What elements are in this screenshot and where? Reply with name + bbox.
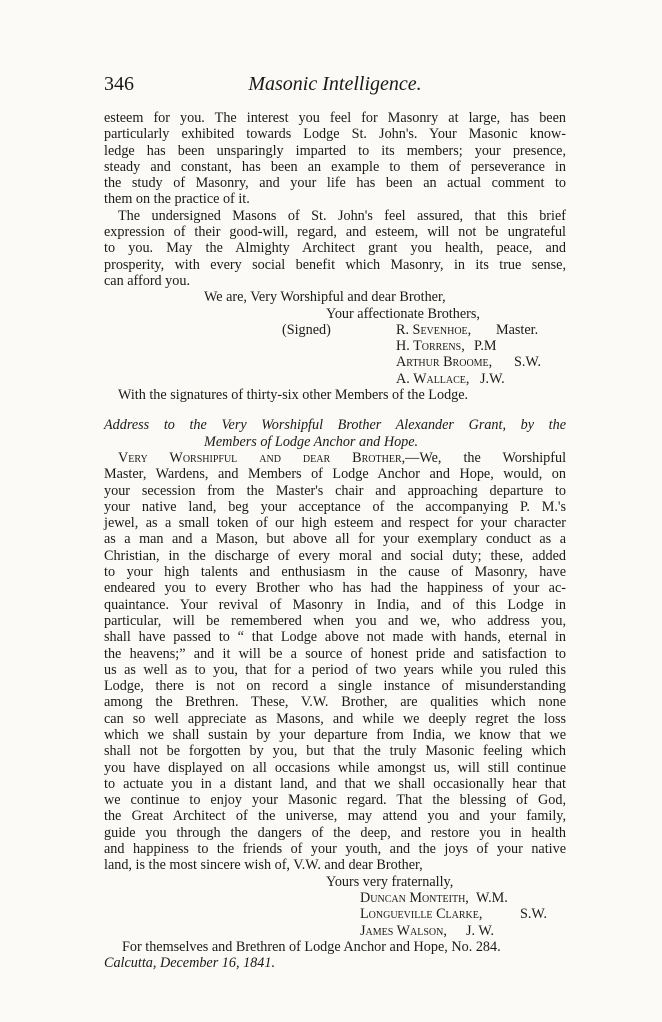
signature-line	[104, 923, 566, 939]
signatory-name: A. Wallace,	[396, 370, 470, 387]
paragraph-undersigned	[104, 208, 566, 289]
text-line: as a man and a Mason, but above all for your exemplary conduct as a	[104, 531, 566, 548]
signatory-role: Master.	[496, 321, 539, 338]
text-line: them on the practice of it.	[104, 191, 250, 208]
page-number: 346	[104, 73, 134, 95]
text-line: esteem for you. The interest you feel for Masonry at large, has been	[104, 110, 566, 126]
page-body	[104, 110, 566, 971]
text-line: which we shall sustain by your departure from India, we know that we	[104, 726, 566, 743]
signatory-name: Duncan Monteith,	[360, 889, 469, 906]
paragraph-esteem	[104, 110, 566, 208]
text-line: we continue to enjoy your Masonic regard. That the blessing of God,	[104, 792, 566, 809]
signatory-name: Longueville Clarke,	[360, 906, 483, 923]
text-line: the heavens;” and it will be a source of honest pride and satisfaction to	[104, 645, 566, 662]
text-line: shall not be forgotten by you, but that the truly Masonic feeling which	[104, 743, 566, 760]
lodge-line: For themselves and Brethren of Lodge Anchor and Hope, No. 284.	[122, 938, 501, 955]
address-heading	[104, 417, 566, 450]
text-line: particularly exhibited towards Lodge St. John's. Your Masonic know-	[104, 126, 566, 143]
closing-block-anchor-and-hope	[104, 874, 566, 972]
text-line: land, is the most sincere wish of, V.W. and dear Brother,	[104, 857, 423, 874]
closing-block-st-johns	[104, 289, 566, 403]
text-line: endeared you to every Brother who has had the happiness of your ac-	[104, 580, 566, 597]
signatory-role: J. W.	[466, 922, 494, 939]
text-line	[104, 450, 566, 466]
heading-line: Members of Lodge Anchor and Hope.	[204, 433, 419, 450]
paragraph-address	[104, 450, 566, 874]
text-line: can so well appreciate as Masons, and while we deeply regret the loss	[104, 710, 566, 727]
text-line: your native land, beg your acceptance of the accompanying P. M.'s	[104, 498, 566, 515]
signature-line	[104, 890, 566, 906]
signatory-name: Arthur Broome,	[396, 354, 493, 371]
text-line: the Great Architect of the universe, may attend you and your family,	[104, 808, 566, 825]
signatory-name: James Walson,	[360, 922, 447, 939]
signatory-name: H. Torrens,	[396, 338, 465, 355]
text-line: your secession from the Master's chair and approaching departure to	[104, 482, 566, 499]
text-line: Christian, in the discharge of every moral and social duty; these, added	[104, 547, 566, 564]
signatory-role: S.W.	[520, 906, 548, 923]
signed-label: (Signed)	[282, 321, 331, 338]
text-line: Lodge, there is not on record a single instance of misunderstanding	[104, 678, 566, 695]
signatory-role: W.M.	[476, 889, 508, 906]
text-line: prosperity, with every social benefit which Masonry, in its true sense,	[104, 256, 566, 273]
signature-line	[104, 371, 566, 387]
text-line: to actuate you in a distant land, and that we shall occasionally hear that	[104, 775, 566, 792]
signature-line	[104, 354, 566, 370]
text-line: the study of Masonry, and your life has been an actual comment to	[104, 175, 566, 192]
signatory-role: J.W.	[480, 370, 505, 387]
text-line: to you. May the Almighty Architect grant you health, peace, and	[104, 240, 566, 257]
signatures-note: With the signatures of thirty-six other Members of the Lodge.	[118, 387, 469, 404]
closing-line: We are, Very Worshipful and dear Brother,	[204, 289, 446, 306]
text-line: you have displayed on all occasions while amongst us, will still continue	[104, 759, 566, 776]
closing-line: Your affectionate Brothers,	[326, 305, 480, 322]
closing-line: Yours very fraternally,	[326, 873, 454, 890]
signatory-name: R. Sevenhoe,	[396, 321, 472, 338]
text-line: quaintance. Your revival of Masonry in India, and of this Lodge in	[104, 596, 566, 613]
running-title: Masonic Intelligence.	[248, 73, 422, 95]
signature-line	[104, 338, 566, 354]
text-line: guide you through the dangers of the deep, and restore you in health	[104, 824, 566, 841]
salutation: Very Worshipful and dear Brother,	[118, 449, 406, 466]
text-line: particular, will be remembered when you and we, who address you,	[104, 612, 566, 629]
text-line: among the Brethren. These, V.W. Brother, are qualities which none	[104, 694, 566, 711]
text-line: shall have passed to “ that Lodge above not made with hands, eternal in	[104, 629, 566, 646]
text-line: steady and constant, has been an example to them of perseverance in	[104, 158, 566, 175]
signature-line	[104, 322, 566, 338]
text-line: The undersigned Masons of St. John's feel assured, that this brief	[118, 207, 566, 224]
heading-line: Address to the Very Worshipful Brother Alexander Grant, by the	[104, 417, 566, 434]
text-line-rest: —We, the Worshipful	[405, 449, 567, 466]
page-header	[104, 73, 566, 99]
signatory-role: P.M	[474, 338, 497, 355]
signature-line	[104, 906, 566, 922]
section-gap	[104, 403, 566, 417]
text-line: and happiness to the friends of your youth, and the joys of your native	[104, 841, 566, 858]
signatory-role: S.W.	[514, 354, 542, 371]
text-line: Master, Wardens, and Members of Lodge Anchor and Hope, would, on	[104, 466, 566, 483]
text-line: can afford you.	[104, 272, 191, 289]
text-line: us as well as to you, that for a period of two years while you ruled this	[104, 661, 566, 678]
place-date: Calcutta, December 16, 1841.	[104, 955, 276, 972]
text-line: to your high talents and enthusiasm in the cause of Masonry, have	[104, 564, 566, 581]
text-line: expression of their good-will, regard, and esteem, will not be ungrateful	[104, 224, 566, 241]
text-line: jewel, as a small token of our high esteem and respect for your character	[104, 515, 566, 532]
text-line: ledge has been unsparingly imparted to its members; your presence,	[104, 142, 566, 159]
